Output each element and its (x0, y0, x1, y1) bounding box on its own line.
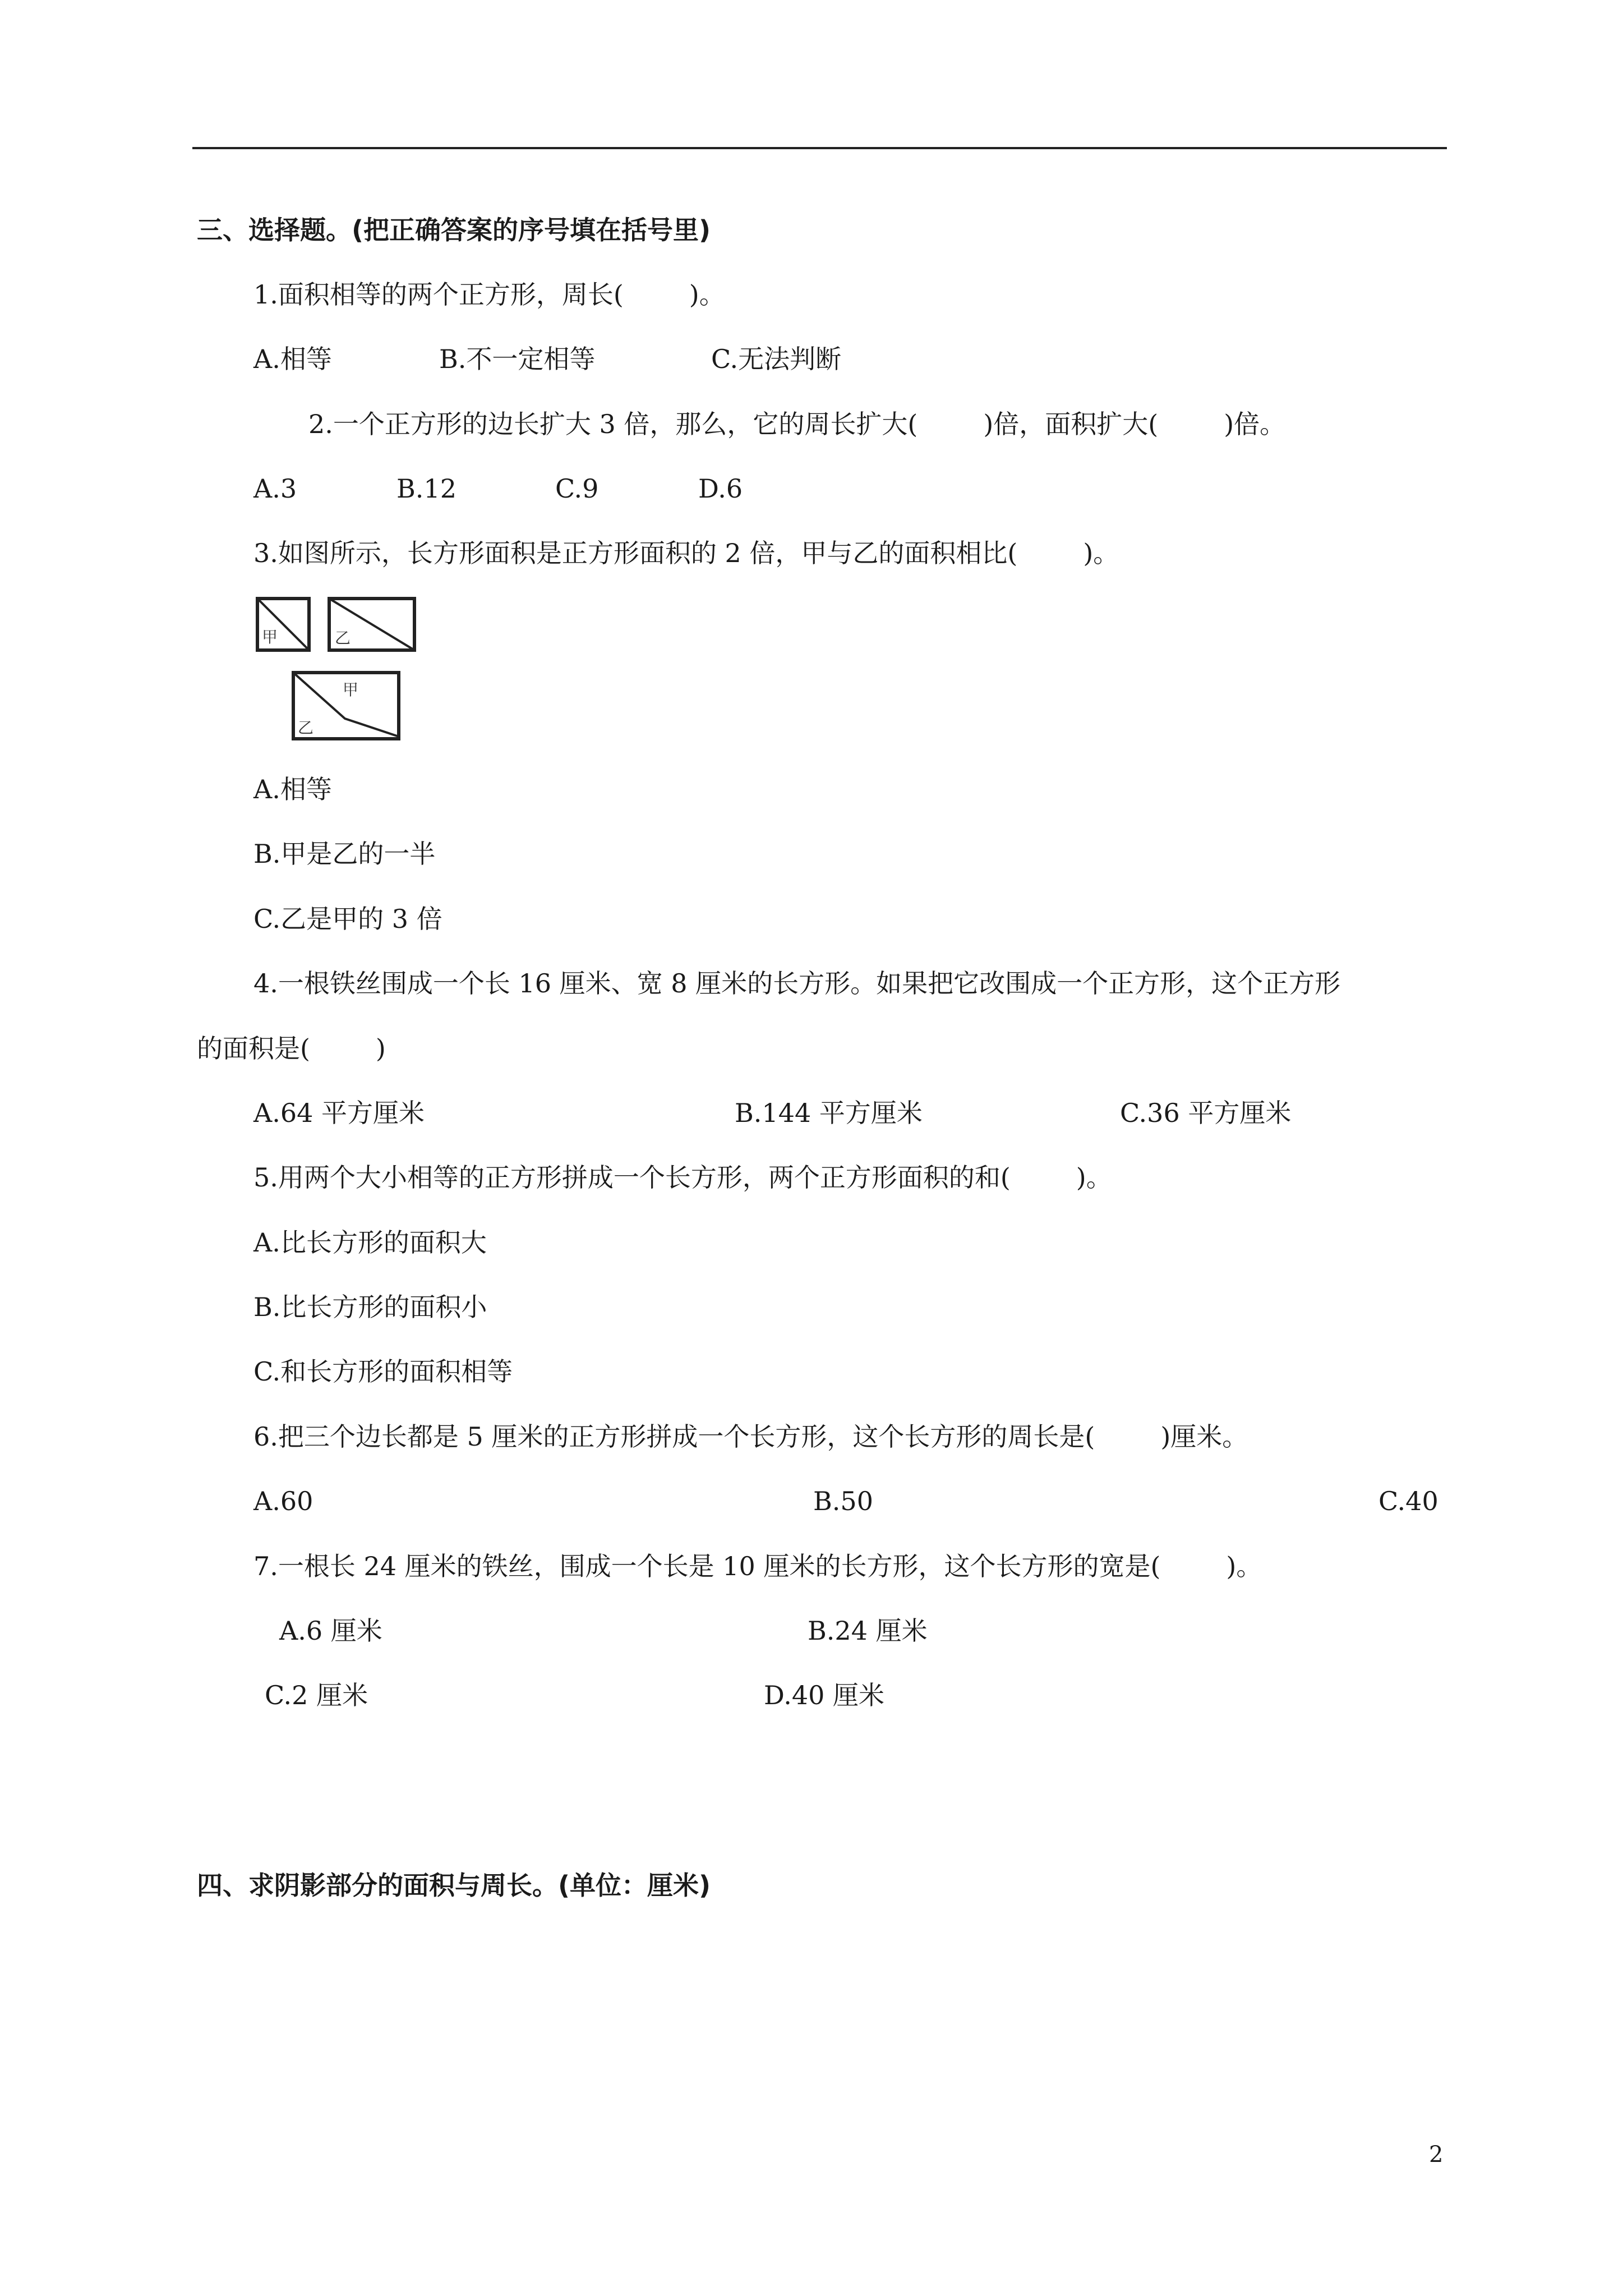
header-rule (192, 147, 1447, 149)
q5-option-c: C.和长方形的面积相等 (253, 1356, 513, 1387)
q7-option-b: B.24 厘米 (808, 1616, 928, 1646)
q2-option-d: D.6 (698, 473, 743, 504)
q1-text: 1.面积相等的两个正方形，周长( )。 (253, 279, 725, 310)
q3-rectangle-figure (327, 596, 417, 652)
q4-option-a: A.64 平方厘米 (253, 1098, 425, 1128)
q1-option-a: A.相等 (253, 344, 332, 374)
q3-option-a: A.相等 (253, 774, 332, 804)
q5-text: 5.用两个大小相等的正方形拼成一个长方形，两个正方形面积的和( )。 (253, 1162, 1112, 1193)
q1-option-c: C.无法判断 (711, 344, 842, 374)
q3-option-b: B.甲是乙的一半 (253, 839, 436, 869)
q1-option-b: B.不一定相等 (439, 344, 596, 374)
q2-option-b: B.12 (396, 473, 457, 504)
q3-combined-label-yi: 乙 (298, 719, 314, 737)
q7-option-a: A.6 厘米 (279, 1616, 382, 1646)
page-number: 2 (1429, 2142, 1444, 2168)
q6-option-b: B.50 (813, 1486, 873, 1516)
q2-option-c: C.9 (555, 473, 599, 504)
q6-text: 6.把三个边长都是 5 厘米的正方形拼成一个长方形，这个长方形的周长是( )厘米。 (253, 1421, 1248, 1452)
q7-option-c: C.2 厘米 (265, 1680, 368, 1710)
q7-option-d: D.40 厘米 (764, 1680, 885, 1710)
q3-text: 3.如图所示，长方形面积是正方形面积的 2 倍，甲与乙的面积相比( )。 (253, 538, 1119, 568)
q4-text-line1: 4.一根铁丝围成一个长 16 厘米、宽 8 厘米的长方形。如果把它改围成一个正方形，这个正方形 (253, 968, 1341, 999)
q3-rect-label-yi: 乙 (335, 629, 351, 647)
q3-option-c: C.乙是甲的 3 倍 (253, 904, 442, 934)
q4-option-b: B.144 平方厘米 (735, 1098, 923, 1128)
q3-combined-figure (291, 670, 401, 741)
q2-option-a: A.3 (253, 473, 297, 504)
q6-option-a: A.60 (253, 1486, 313, 1516)
q2-text: 2.一个正方形的边长扩大 3 倍，那么，它的周长扩大( )倍，面积扩大( )倍。 (308, 409, 1286, 439)
q3-square-figure (255, 596, 311, 652)
q3-square-label-jia: 甲 (262, 628, 278, 646)
q6-option-c: C.40 (1378, 1486, 1438, 1516)
q7-text: 7.一根长 24 厘米的铁丝，围成一个长是 10 厘米的长方形，这个长方形的宽是( )。 (253, 1551, 1262, 1581)
q5-option-b: B.比长方形的面积小 (253, 1292, 487, 1322)
q4-option-c: C.36 平方厘米 (1120, 1098, 1292, 1128)
section3-heading: 三、选择题。(把正确答案的序号填在括号里) (197, 215, 711, 245)
q3-combined-label-jia: 甲 (343, 680, 359, 699)
section4-heading: 四、求阴影部分的面积与周长。(单位：厘米) (197, 1870, 711, 1901)
q4-text-line2: 的面积是( ) (197, 1033, 386, 1064)
q5-option-a: A.比长方形的面积大 (253, 1227, 487, 1258)
